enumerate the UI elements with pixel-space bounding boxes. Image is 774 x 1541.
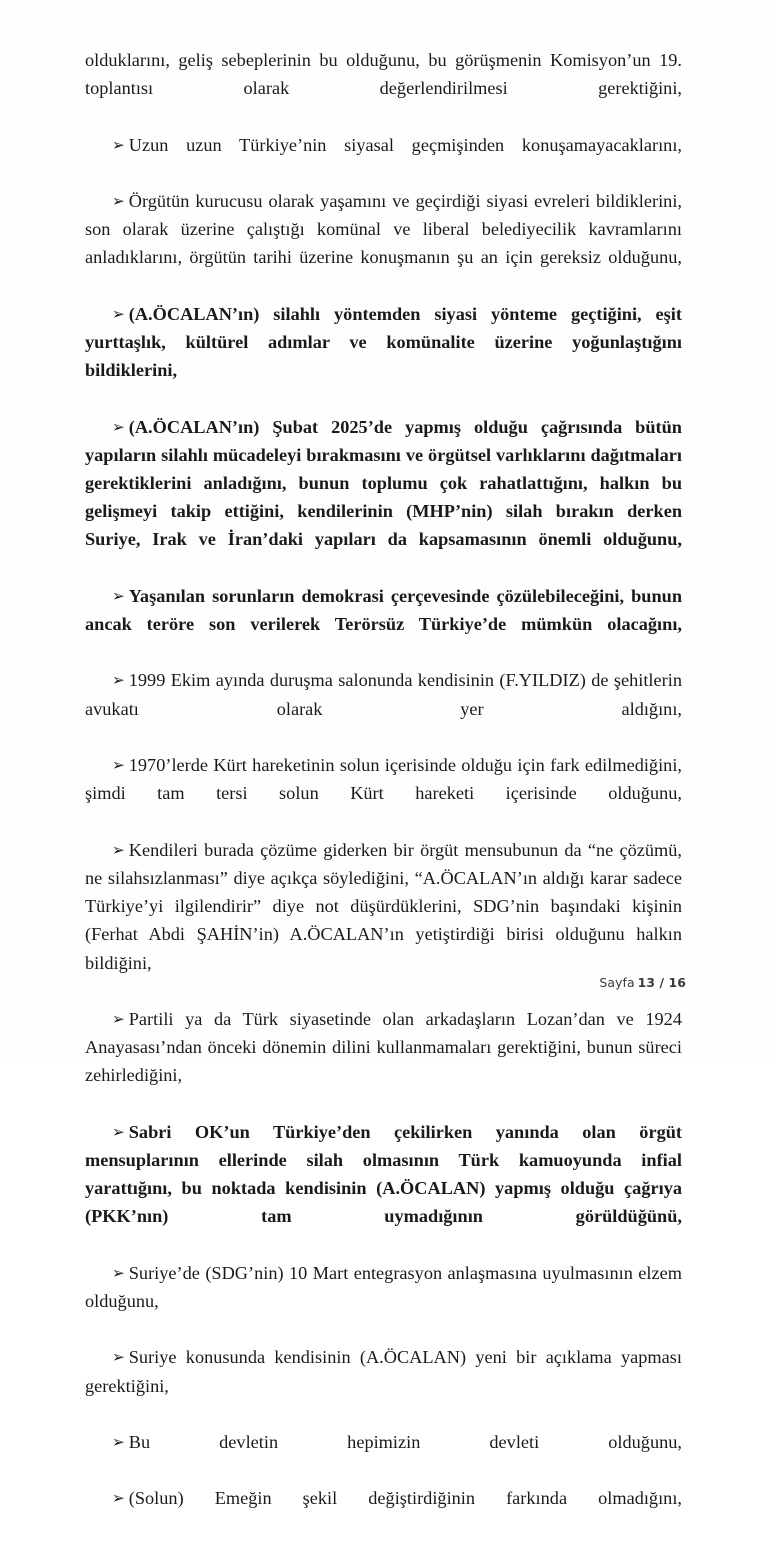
arrowhead-bullet-icon: ➢ [112,671,125,690]
paragraph-text: Bu devletin hepimizin devleti olduğunu, [128,1431,682,1452]
arrowhead-bullet-icon: ➢ [112,1348,125,1367]
paragraph-text: Örgütün kurucusu olarak yaşamını ve geçirdiği siyasi evreleri bildiklerini, son olarak üzerine çalıştığı komünal ve liberal belediyecilik kavramlarını anladıklarını, örgütün tarihi üzerine konuşmanın şu an için gereksiz olduğunu, [85,191,682,268]
arrowhead-bullet-icon: ➢ [112,840,125,859]
document-text-body [85,46,682,1541]
paragraph-text: Suriye konusunda kendisinin (A.ÖCALAN) yeni bir açıklama yapması gerektiğini, [85,1347,682,1396]
paragraph-text: 1999 Ekim ayında duruşma salonunda kendisinin (F.YILDIZ) de şehitlerin avukatı olarak yer aldığını, [85,670,682,719]
paragraph-text: olduklarını, geliş sebeplerinin bu olduğunu, bu görüşmenin Komisyon’un 19. toplantısı olarak değerlendirilmesi gerektiğini, [85,50,682,99]
bullet-paragraph [85,1484,682,1540]
bullet-paragraph [85,187,682,300]
arrowhead-bullet-icon: ➢ [112,1122,125,1141]
arrowhead-bullet-icon: ➢ [112,586,125,605]
arrowhead-bullet-icon: ➢ [112,1432,125,1451]
bullet-paragraph [85,582,682,667]
paragraph-text: 1970’lerde Kürt hareketinin solun içerisinde olduğu için fark edilmediğini, şimdi tam tersi solun Kürt hareketi içerisinde olduğunu, [85,755,682,804]
bullet-paragraph [85,751,682,836]
arrowhead-bullet-icon: ➢ [112,1489,125,1508]
arrowhead-bullet-icon: ➢ [112,1263,125,1282]
arrowhead-bullet-icon: ➢ [112,417,125,436]
arrowhead-bullet-icon: ➢ [112,135,125,154]
bullet-paragraph [85,1259,682,1344]
paragraph-text: (A.ÖCALAN’ın) Şubat 2025’de yapmış olduğu çağrısında bütün yapıların silahlı mücadeleyi bırakmasını ve örgütsel varlıklarını dağıtmaları gerektiklerini anladığını, bunun toplumu çok rahatlattığını, halkın bu gelişmeyi takip ettiğini, kendilerinin (MHP’nin) silah bırakın derken Suriye, Irak ve İran’daki yapıları da kapsamasının önemli olduğunu, [85,416,682,550]
bullet-paragraph [85,1428,682,1484]
paragraph-text: (A.ÖCALAN’ın) silahlı yöntemden siyasi yönteme geçtiğini, eşit yurttaşlık, kültürel adımlar ve komünalite üzerine yoğunlaştığını bildiklerini, [85,303,682,381]
bullet-paragraph [85,1118,682,1259]
arrowhead-bullet-icon: ➢ [112,1009,125,1028]
footer-page-label: Sayfa [599,975,635,990]
paragraph-text: Uzun uzun Türkiye’nin siyasal geçmişinden konuşamayacaklarını, [128,134,682,155]
footer-page-numbers: 13 / 16 [637,975,686,990]
paragraph-text: (Solun) Emeğin şekil değiştirdiğinin farkında olmadığını, [128,1488,682,1509]
bullet-paragraph [85,131,682,187]
arrowhead-bullet-icon: ➢ [112,192,125,211]
paragraph-text: Partili ya da Türk siyasetinde olan arkadaşların Lozan’dan ve 1924 Anayasası’ndan önceki dönemin dilini kullanmamaları gerektiğini, bunun süreci zehirlediğini, [85,1008,682,1086]
bullet-paragraph [85,1343,682,1428]
paragraph-text: Yaşanılan sorunların demokrasi çerçevesinde çözülebileceğini, bunun ancak teröre son verilerek Terörsüz Türkiye’de mümkün olacağını, [85,585,682,635]
arrowhead-bullet-icon: ➢ [112,304,125,323]
bullet-paragraph [85,413,682,582]
body-paragraph [85,46,682,131]
paragraph-text: Sabri OK’un Türkiye’den çekilirken yanında olan örgüt mensuplarının ellerinde silah olmasının Türk kamuoyunda infial yarattığını, bu noktada kendisinin (A.ÖCALAN) yapmış olduğu çağrıya (PKK’nın) tam uymadığının görüldüğünü, [85,1121,682,1227]
arrowhead-bullet-icon: ➢ [112,756,125,775]
bullet-paragraph [85,300,682,413]
paragraph-text: Suriye’de (SDG’nin) 10 Mart entegrasyon anlaşmasına uyulmasının elzem olduğunu, [85,1262,682,1311]
paragraph-text: Kendileri burada çözüme giderken bir örgüt mensubunun da “ne çözümü, ne silahsızlanması” diye açıkça söylediğini, “A.ÖCALAN’ın aldığı karar sadece Türkiye’yi ilgilendirir” diye not düşürdüklerini, SDG’nin başındaki kişinin (Ferhat Abdi ŞAHİN’in) A.ÖCALAN’ın yetiştirdiği birisi olduğunu halkın bildiğini, [85,839,682,973]
bullet-paragraph [85,666,682,751]
bullet-paragraph [85,1005,682,1118]
page-footer [0,975,774,990]
